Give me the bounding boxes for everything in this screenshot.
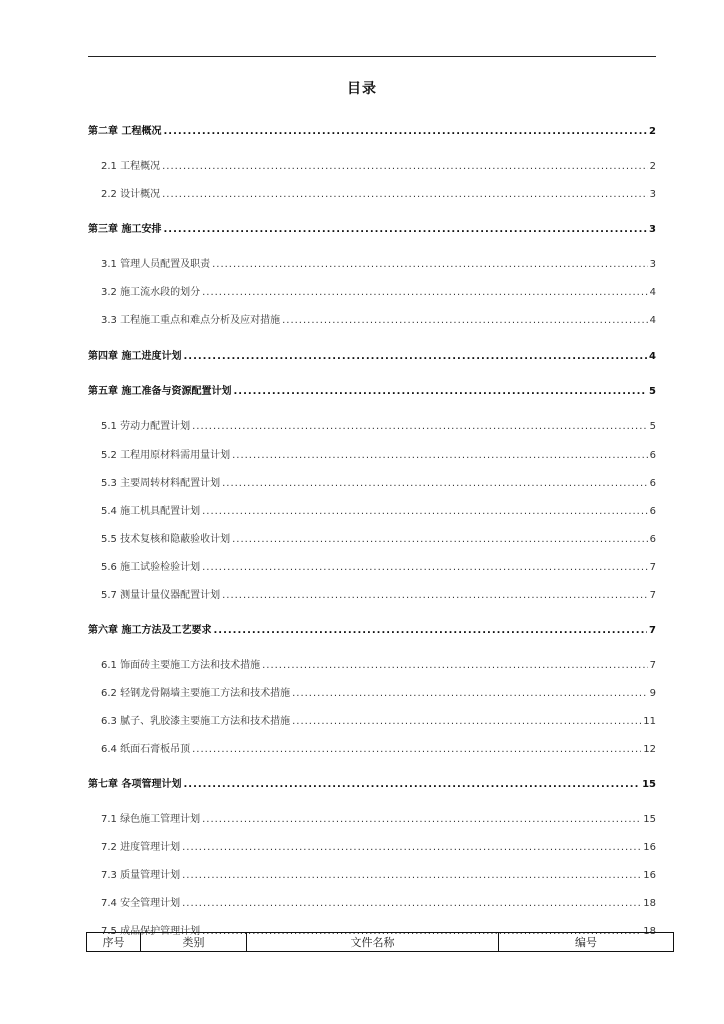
toc-chapter-entry [88,621,656,636]
toc-leader-dots [262,660,648,671]
toc-entry-page: 15 [642,779,656,790]
toc-leader-dots [182,898,641,909]
toc-entry-page: 2 [649,126,656,137]
toc-entry-page: 5 [649,386,656,397]
toc-entry-page: 7 [649,660,656,671]
toc-leader-dots [182,842,641,853]
toc-entry-page: 2 [649,161,656,172]
toc-leader-dots [182,870,641,881]
toc-leader-dots [212,259,648,270]
toc-entry-label: 3.3 工程施工重点和难点分析及应对措施 [101,315,281,326]
toc-chapter-entry [88,220,656,235]
toc-entry-page: 3 [649,259,656,270]
toc-entry-page: 7 [649,590,656,601]
toc-section-entry [88,446,656,461]
toc-section-entry [88,157,656,172]
toc-entry-page: 11 [643,716,656,727]
toc-section-entry [88,810,656,825]
toc-leader-dots [202,814,641,825]
toc-entry-label: 7.1 绿色施工管理计划 [101,814,201,825]
toc-entry-label: 第五章 施工准备与资源配置计划 [88,386,232,397]
toc-entry-page: 4 [649,287,656,298]
toc-entry-page: 9 [649,688,656,699]
toc-leader-dots [183,779,640,790]
toc-entry-label: 第三章 施工安排 [88,224,162,235]
toc-entry-label: 7.2 进度管理计划 [101,842,181,853]
toc-section-entry [88,474,656,489]
toc-section-entry [88,558,656,573]
toc-leader-dots [222,590,648,601]
toc-entry-label: 5.5 技术复核和隐蔽验收计划 [101,534,231,545]
toc-entry-page: 3 [649,224,656,235]
toc-entry-label: 第七章 各项管理计划 [88,779,182,790]
toc-leader-dots [163,224,647,235]
toc-entry-page: 7 [649,562,656,573]
toc-section-entry [88,185,656,200]
toc-leader-dots [192,421,648,432]
toc-section-entry [88,838,656,853]
toc-title: 目录 [347,81,377,97]
toc-leader-dots [202,287,648,298]
toc-chapter-entry [88,347,656,362]
toc-entry-label: 6.4 纸面石膏板吊顶 [101,744,191,755]
toc-section-entry [88,255,656,270]
header-rule [88,56,656,57]
toc-section-entry [88,866,656,881]
toc-entry-label: 7.4 安全管理计划 [101,898,181,909]
toc-entry-page: 4 [649,315,656,326]
header-cell-index: 序号 [87,933,141,951]
toc-leader-dots [292,716,641,727]
toc-leader-dots [213,625,647,636]
toc-entry-label: 6.3 腻子、乳胶漆主要施工方法和技术措施 [101,716,291,727]
toc-leader-dots [222,478,648,489]
toc-entry-page: 18 [643,926,656,937]
toc-entry-page: 16 [643,870,656,881]
toc-leader-dots [162,189,648,200]
toc-entry-label: 5.6 施工试验检验计划 [101,562,201,573]
toc-chapter-entry [88,122,656,137]
toc-section-entry [88,656,656,671]
toc-section-entry [88,740,656,755]
toc-entry-page: 6 [649,534,656,545]
toc-section-entry [88,283,656,298]
toc-leader-dots [202,562,648,573]
toc-leader-dots [282,315,648,326]
toc-leader-dots [183,351,647,362]
header-cell-file-name: 文件名称 [247,933,499,951]
toc-section-entry [88,712,656,727]
toc-entry-page: 12 [643,744,656,755]
toc-leader-dots [202,506,648,517]
toc-entry-label: 3.2 施工流水段的划分 [101,287,201,298]
toc-entry-page: 4 [649,351,656,362]
toc-entry-label: 7.5 成品保护管理计划 [101,926,201,937]
toc-leader-dots [163,126,647,137]
toc-entry-page: 6 [649,478,656,489]
toc-section-entry [88,311,656,326]
toc-leader-dots [233,386,647,397]
toc-entry-page: 7 [649,625,656,636]
toc-leader-dots [292,688,648,699]
toc-entry-label: 第四章 施工进度计划 [88,351,182,362]
toc-entry-label: 6.1 饰面砖主要施工方法和技术措施 [101,660,261,671]
toc-entry-page: 18 [643,898,656,909]
toc-chapter-entry [88,775,656,790]
toc-entry-page: 6 [649,506,656,517]
toc-entry-label: 3.1 管理人员配置及职责 [101,259,211,270]
toc-leader-dots [232,534,648,545]
toc-entry-label: 5.3 主要周转材料配置计划 [101,478,221,489]
toc-entry-label: 7.3 质量管理计划 [101,870,181,881]
form-table-header [86,932,674,952]
toc-entry-page: 16 [643,842,656,853]
toc-section-entry [88,417,656,432]
toc-leader-dots [162,161,648,172]
toc-entry-page: 15 [643,814,656,825]
toc-entry-page: 5 [649,421,656,432]
toc-entry-label: 2.1 工程概况 [101,161,161,172]
toc-entry-label: 第六章 施工方法及工艺要求 [88,625,212,636]
toc-entry-label: 第二章 工程概况 [88,126,162,137]
toc-section-entry [88,530,656,545]
toc-entry-label: 5.1 劳动力配置计划 [101,421,191,432]
toc-entry-page: 3 [649,189,656,200]
toc-entry-label: 5.4 施工机具配置计划 [101,506,201,517]
toc-section-entry [88,502,656,517]
toc-section-entry [88,586,656,601]
toc-section-entry [88,684,656,699]
toc-section-entry [88,894,656,909]
toc-entry-label: 6.2 轻钢龙骨隔墙主要施工方法和技术措施 [101,688,291,699]
header-cell-number: 编号 [575,936,597,949]
toc-entry-label: 5.7 测量计量仪器配置计划 [101,590,221,601]
toc-entry-label: 5.2 工程用原材料需用量计划 [101,450,231,461]
toc-leader-dots [232,450,648,461]
header-cell-category: 类别 [141,933,247,951]
toc-entry-label: 2.2 设计概况 [101,189,161,200]
toc-chapter-entry [88,382,656,397]
toc-leader-dots [192,744,641,755]
toc-entry-page: 6 [649,450,656,461]
